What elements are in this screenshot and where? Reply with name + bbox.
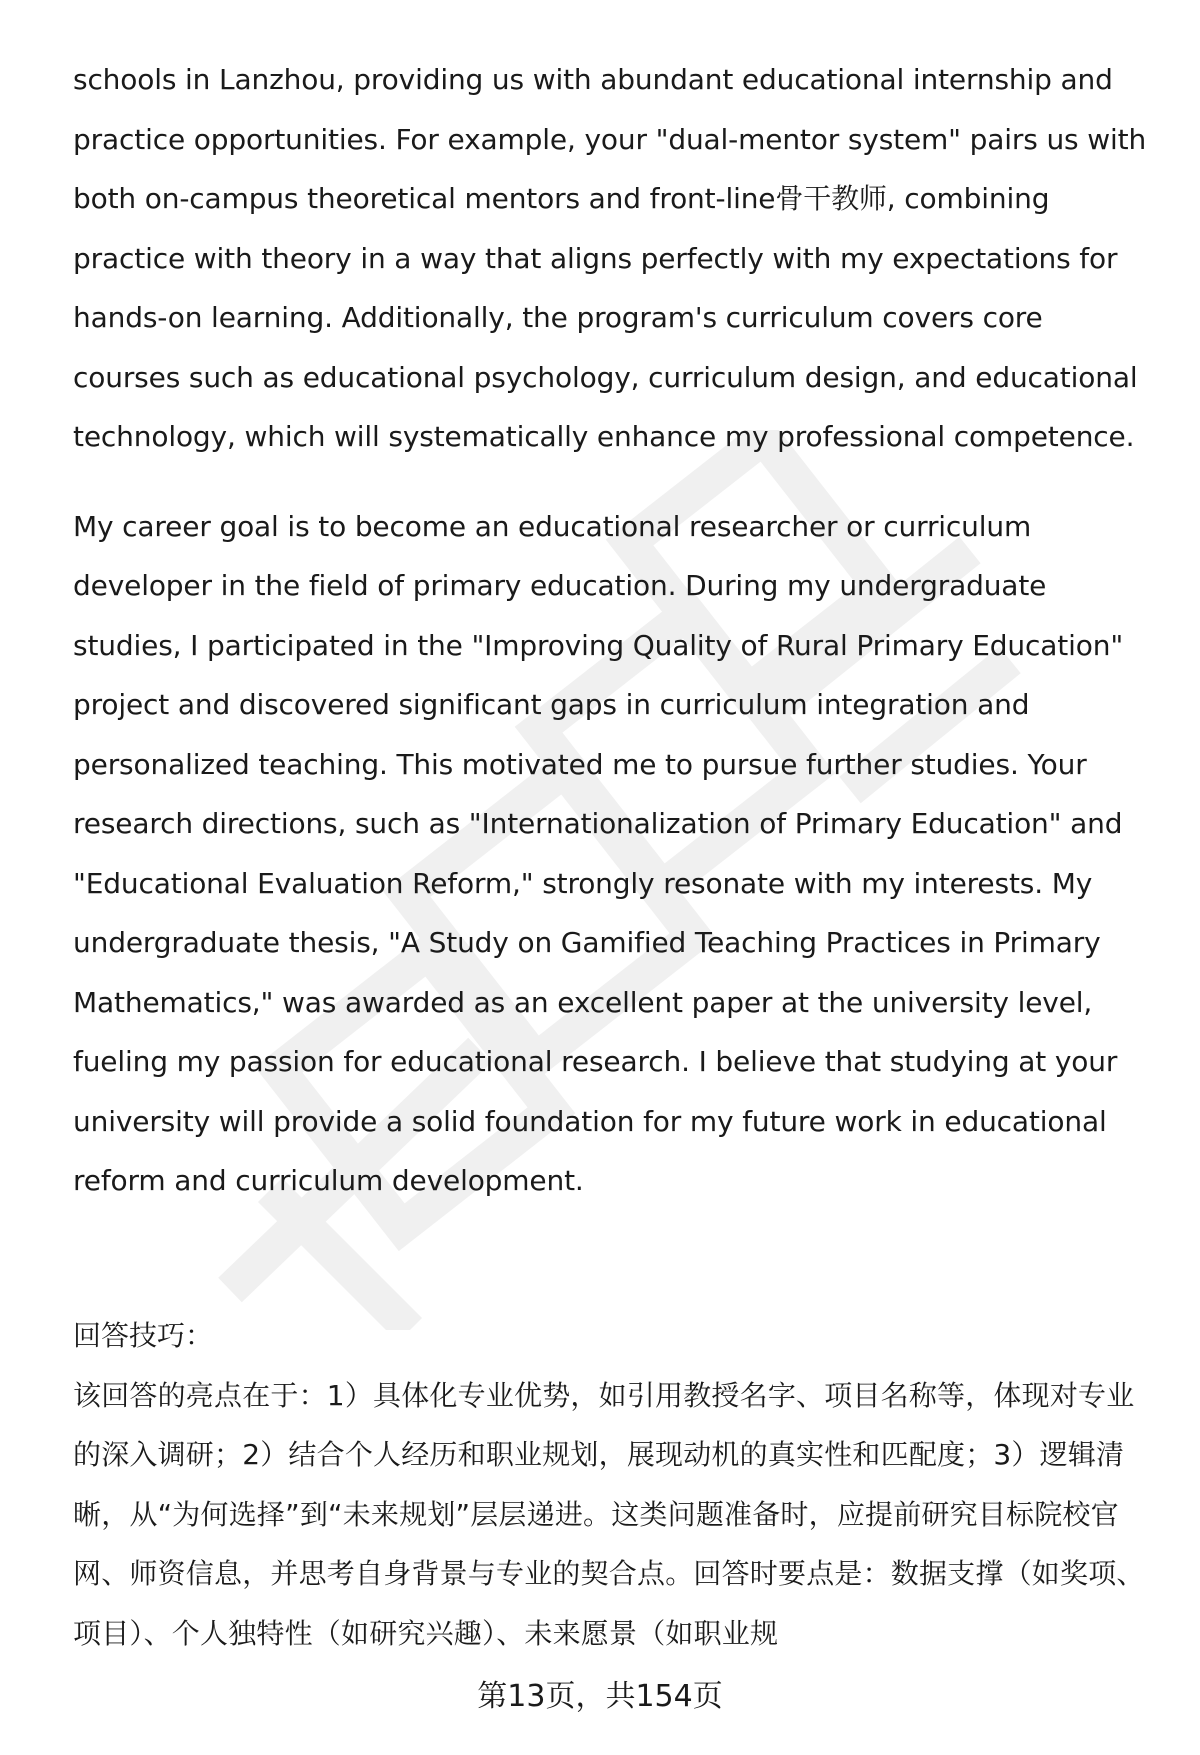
paragraph: schools in Lanzhou, providing us with abundant educational internship and practice opportunities. For example, your "dual-mentor system" pairs us with both on-campus theoretical mentors and front-line骨干教师, combining practice with theory in a way that aligns perfectly with my expectations for hands-on learning. Additionally, the program's curriculum covers core courses such as educational psychology, curriculum design, and educational technology, which will systematically enhance my professional competence.	[73, 63, 1147, 453]
tips-heading: 回答技巧：	[73, 1319, 214, 1352]
essay-body	[73, 50, 1153, 1211]
answer-tips	[73, 1306, 1153, 1663]
tips-text: 该回答的亮点在于：1）具体化专业优势，如引用教授名字、项目名称等，体现对专业的深入调研；2）结合个人经历和职业规划，展现动机的真实性和匹配度；3）逻辑清晰，从“为何选择”到“未来规划”层层递进。这类问题准备时，应提前研究目标院校官网、师资信息，并思考自身背景与专业的契合点。回答时要点是：数据支撑（如奖项、项目）、个人独特性（如研究兴趣）、未来愿景（如职业规	[73, 1378, 1145, 1650]
paragraph: My career goal is to become an educational researcher or curriculum developer in the field of primary education. During my undergraduate studies, I participated in the "Improving Quality of Rural Primary Education" project and discovered significant gaps in curriculum integration and personalized teaching. This motivated me to pursue further studies. Your research directions, such as "Internationalization of Primary Education" and "Educational Evaluation Reform," strongly resonate with my interests. My undergraduate thesis, "A Study on Gamified Teaching Practices in Primary Mathematics," was awarded as an excellent paper at the university level, fueling my passion for educational research. I believe that studying at your university will provide a solid foundation for my future work in educational reform and curriculum development.	[73, 509, 1124, 1197]
page-number-footer: 第13页，共154页	[477, 1679, 723, 1714]
